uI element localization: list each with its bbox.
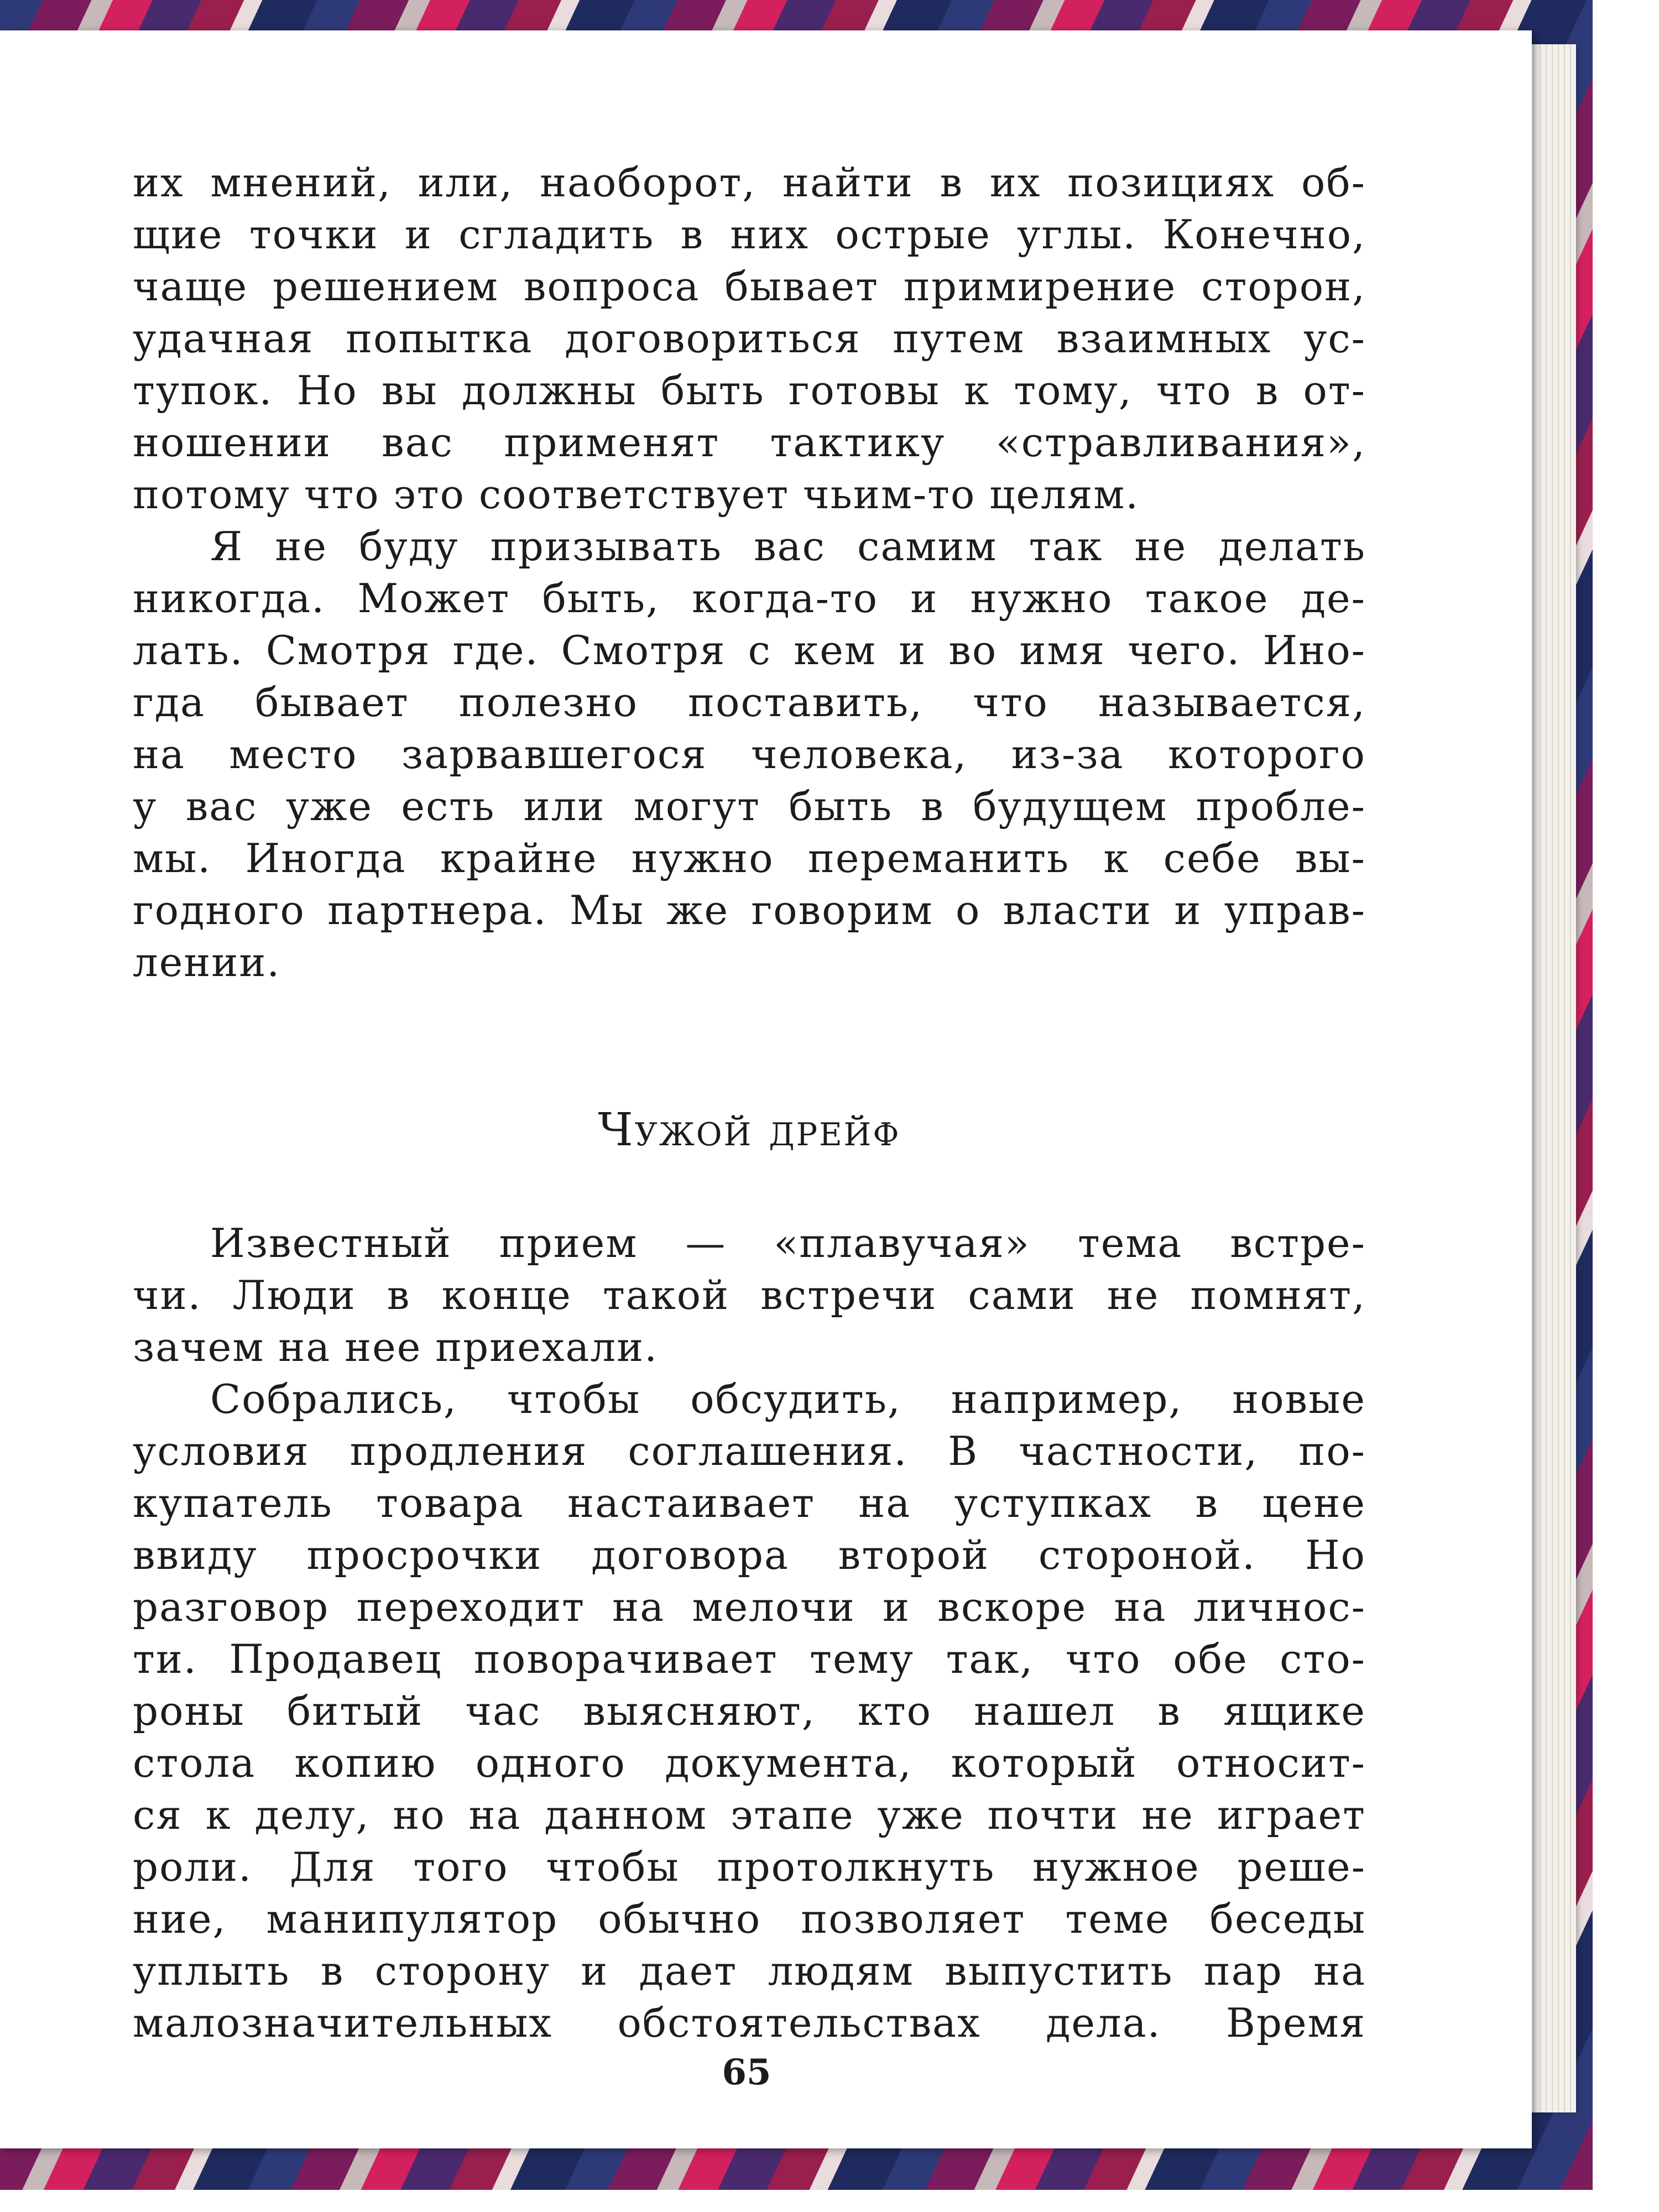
section-heading: Чужой дрейф [598,1104,901,1156]
text-line: купатель товара настаивает на уступках в цене [133,1480,1366,1526]
paragraph-3 [133,1217,1366,1373]
text-line: стола копию одного документа, который относит- [133,1740,1366,1786]
text-line: чаще решением вопроса бывает примирение сторон, [133,263,1366,310]
text-line: роли. Для того чтобы протолкнуть нужное реше- [133,1844,1366,1890]
text-line: зачем на нее приехали. [133,1324,659,1370]
text-line: Я не буду призывать вас самим так не делать [210,523,1366,570]
text-line: чи. Люди в конце такой встречи сами не помнят, [133,1272,1366,1318]
text-line: тупок. Но вы должны быть готовы к тому, что в от- [133,367,1366,414]
text-line: уплыть в сторону и дает людям выпустить пар на [133,1948,1366,1994]
text-line: разговор переходит на мелочи и вскоре на личнос- [133,1584,1366,1630]
text-line: ти. Продавец поворачивает тему так, что обе сто- [133,1636,1366,1682]
text-line: годного партнера. Мы же говорим о власти и управ- [133,887,1366,933]
page-text [133,156,1366,2049]
text-line: лении. [133,939,281,985]
text-line: Известный прием — «плавучая» тема встре- [210,1220,1366,1266]
book-page [0,30,1532,2148]
text-line: роны битый час выясняют, кто нашел в ящике [133,1688,1366,1734]
text-line: ввиду просрочки договора второй стороной. Но [133,1532,1366,1578]
text-line: у вас уже есть или могут быть в будущем пробле- [133,783,1366,830]
text-line: их мнений, или, наоборот, найти в их позициях об- [133,159,1366,206]
text-line: мы. Иногда крайне нужно переманить к себе вы- [133,835,1366,881]
text-line: потому что это соответствует чьим-то целям. [133,471,1140,518]
paragraph-4 [133,1373,1366,2049]
text-line: малозначительных обстоятельствах дела. Время [133,2000,1366,2046]
text-line: Собрались, чтобы обсудить, например, новые [210,1376,1366,1422]
text-line: условия продления соглашения. В частности, по- [133,1428,1366,1474]
text-line: удачная попытка договориться путем взаимных ус- [133,315,1366,362]
paragraph-2 [133,520,1366,988]
text-line: никогда. Может быть, когда-то и нужно такое де- [133,575,1366,622]
page-number: 65 [722,2052,771,2093]
text-line: гда бывает полезно поставить, что называется, [133,679,1366,726]
text-line: щие точки и сгладить в них острые углы. Конечно, [133,211,1366,258]
text-line: лать. Смотря где. Смотря с кем и во имя чего. Ино- [133,627,1366,674]
text-line: ние, манипулятор обычно позволяет теме беседы [133,1896,1366,1942]
text-line: ся к делу, но на данном этапе уже почти не играет [133,1792,1366,1838]
paragraph-1 [133,156,1366,520]
text-line: на место зарвавшегося человека, из-за которого [133,731,1366,778]
text-line: ношении вас применят тактику «стравливания», [133,419,1366,466]
